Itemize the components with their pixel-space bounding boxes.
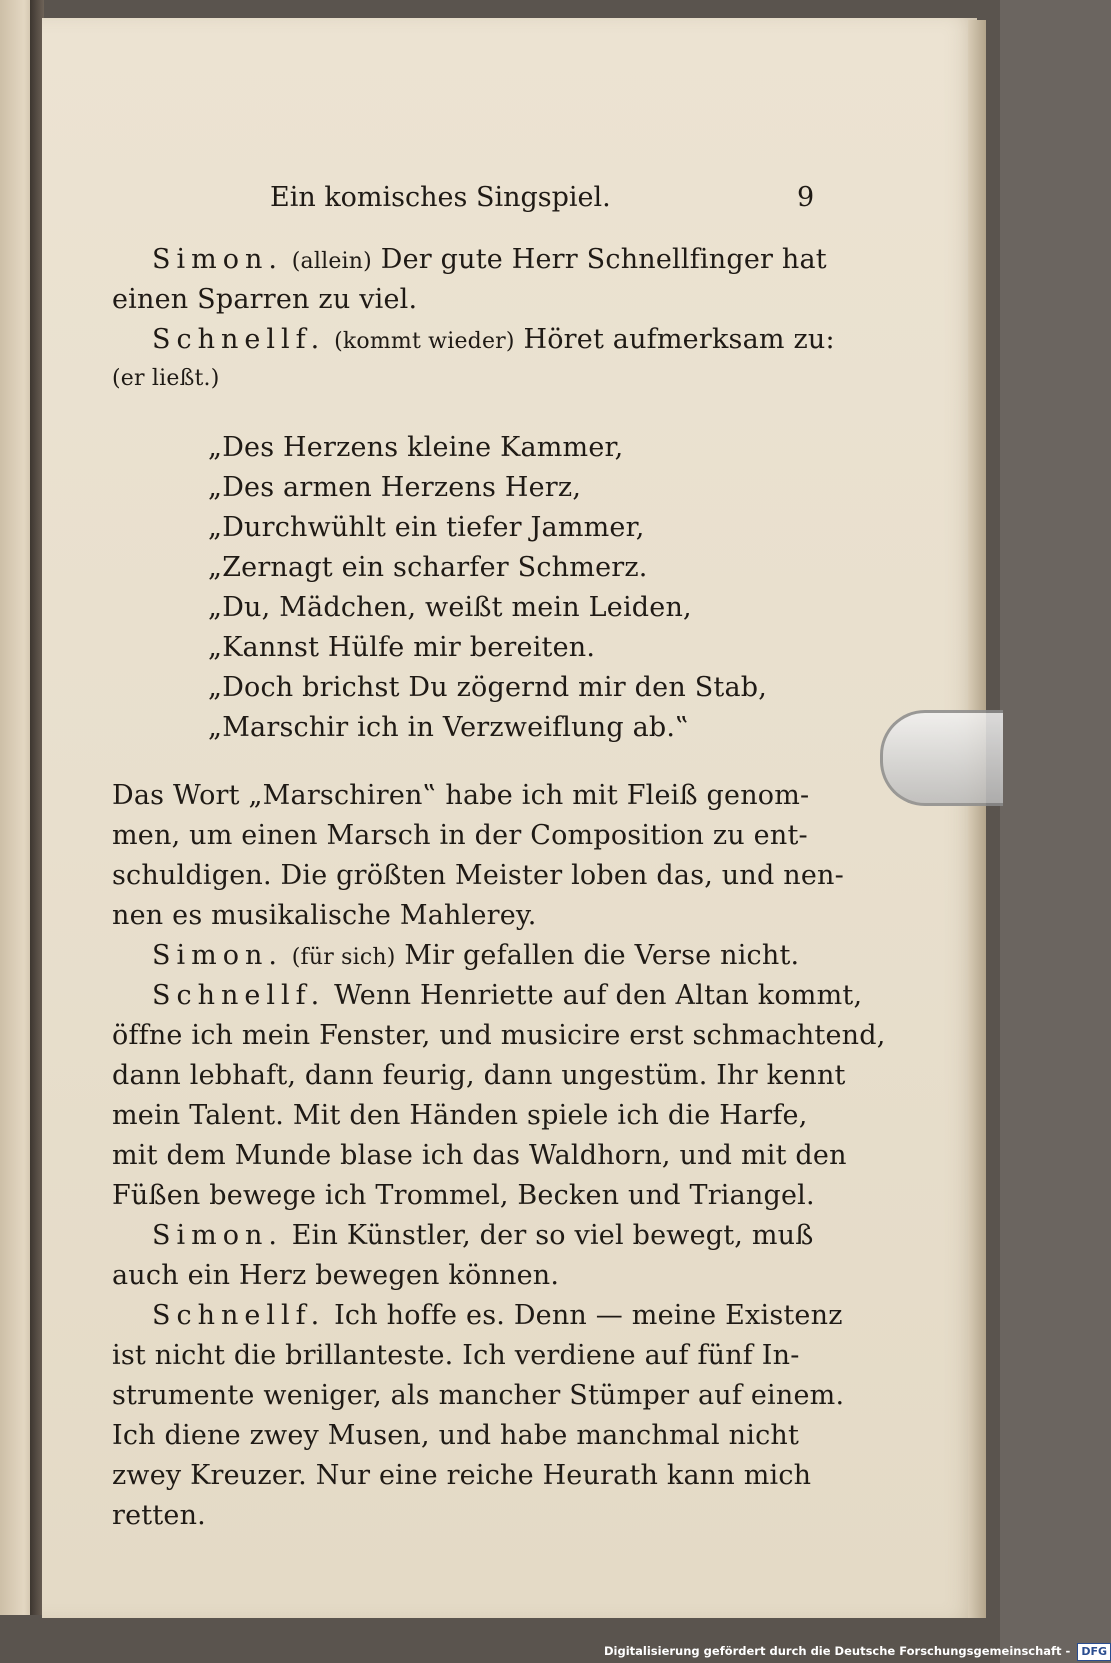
speech: Höret aufmerksam zu: (523, 324, 835, 355)
page-clip (880, 710, 1003, 806)
poem-line: „Des Herzens kleine Kammer, (208, 432, 624, 463)
stage-direction: (er ließt.) (112, 366, 220, 391)
speech: Mir gefallen die Verse nicht. (404, 940, 800, 971)
speaker-name: Simon. (152, 244, 283, 275)
poem-line: „Zernagt ein scharfer Schmerz. (208, 552, 648, 583)
stage-direction: (kommt wieder) (334, 329, 515, 354)
speaker-name: Schnellf. (152, 1300, 326, 1331)
page-stack-edge (968, 20, 986, 1618)
text-line: Ich diene zwey Musen, und habe manchmal nicht (112, 1420, 800, 1451)
text-line: zwey Kreuzer. Nur eine reiche Heurath kann mich (112, 1460, 812, 1491)
text-line: dann lebhaft, dann feurig, dann ungestüm. Ihr kennt (112, 1060, 846, 1091)
text-line: retten. (112, 1500, 206, 1531)
text-line (152, 940, 799, 971)
credit-text: Digitalisierung gefördert durch die Deutsche Forschungsgemeinschaft - (604, 1644, 1071, 1658)
poem-line: „Durchwühlt ein tiefer Jammer, (208, 512, 645, 543)
speaker-name: Schnellf. (152, 980, 326, 1011)
poem-line: „Des armen Herzens Herz, (208, 472, 582, 503)
prose-line: nen es musikalische Mahlerey. (112, 900, 537, 931)
text-line (152, 244, 827, 275)
speech: Ein Künstler, der so viel bewegt, muß (291, 1220, 814, 1251)
stage-direction: (für sich) (291, 945, 396, 970)
text-line (152, 1220, 813, 1251)
speaker-name: Schnellf. (152, 324, 326, 355)
page-number: 9 (797, 182, 815, 213)
text-line (152, 324, 835, 355)
prose-line: Das Wort „Marschiren‟ habe ich mit Fleiß genom- (112, 780, 810, 811)
poem-line: „Doch brichst Du zögernd mir den Stab, (208, 672, 768, 703)
poem-line: „Du, Mädchen, weißt mein Leiden, (208, 592, 692, 623)
text-line: mein Talent. Mit den Händen spiele ich die Harfe, (112, 1100, 808, 1131)
speaker-name: Simon. (152, 1220, 283, 1251)
poem-line: „Kannst Hülfe mir bereiten. (208, 632, 596, 663)
text-line: Füßen bewege ich Trommel, Becken und Triangel. (112, 1180, 815, 1211)
speech: Der gute Herr Schnellfinger hat (380, 244, 827, 275)
dfg-logo: DFG (1077, 1643, 1111, 1661)
digitization-credit (604, 1641, 1111, 1661)
text-line: mit dem Munde blase ich das Waldhorn, und mit den (112, 1140, 847, 1171)
text-line (152, 980, 862, 1011)
speech: Wenn Henriette auf den Altan kommt, (334, 980, 863, 1011)
speech: Ich hoffe es. Denn — meine Existenz (334, 1300, 843, 1331)
text-line: einen Sparren zu viel. (112, 284, 418, 315)
prose-line: schuldigen. Die größten Meister loben das, und nen- (112, 860, 844, 891)
speaker-name: Simon. (152, 940, 283, 971)
prose-line: men, um einen Marsch in der Composition zu ent- (112, 820, 808, 851)
poem-line: „Marschir ich in Verzweiflung ab.‟ (208, 712, 690, 743)
text-line (152, 1300, 843, 1331)
running-head: Ein komisches Singspiel. (270, 182, 611, 213)
text-line: öffne ich mein Fenster, und musicire erst schmachtend, (112, 1020, 886, 1051)
text-line: strumente weniger, als mancher Stümper auf einem. (112, 1380, 845, 1411)
text-line: ist nicht die brillanteste. Ich verdiene auf fünf In- (112, 1340, 800, 1371)
text-line: auch ein Herz bewegen können. (112, 1260, 560, 1291)
stage-direction: (allein) (291, 249, 372, 274)
